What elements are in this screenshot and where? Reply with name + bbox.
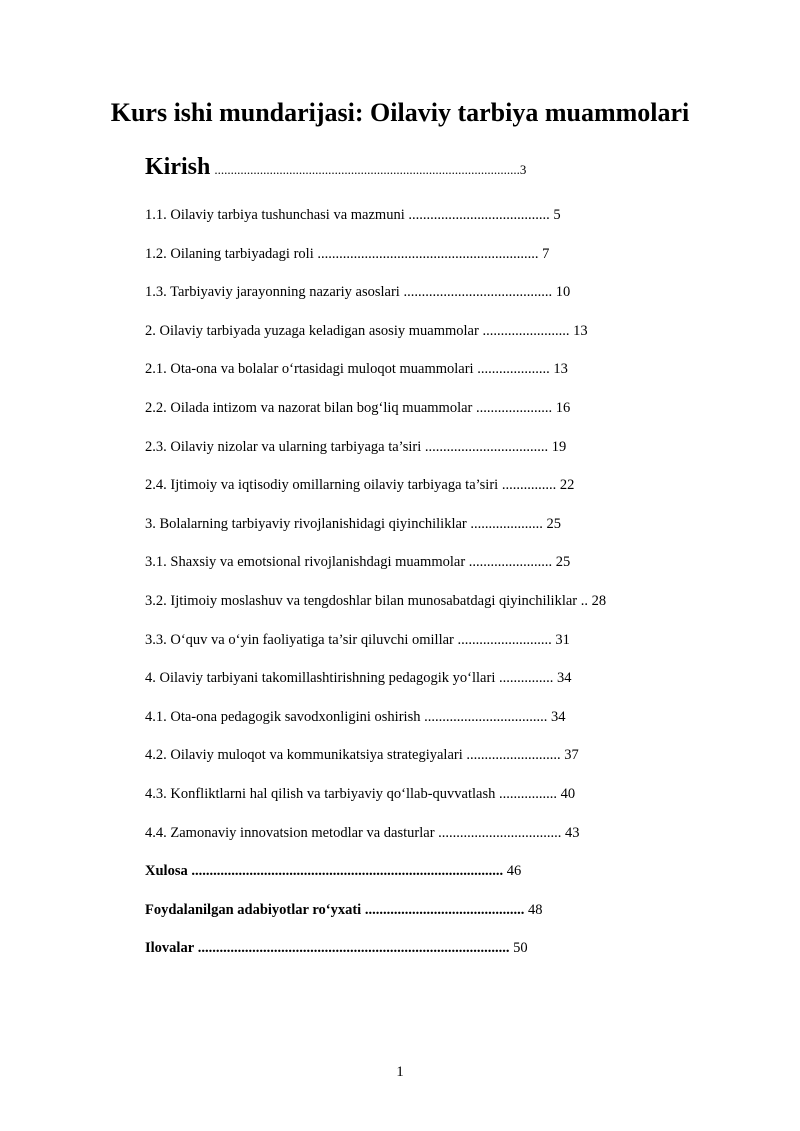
toc-page-number: 13 (553, 361, 568, 377)
toc-entry-label: 2.4. Ijtimoiy va iqtisodiy omillarning oilaviy tarbiyaga ta’siri (145, 477, 499, 493)
toc-entry-label: 3. Bolalarning tarbiyaviy rivojlanishidagi qiyinchiliklar (145, 516, 467, 532)
toc-dot-leader: ..................... (476, 400, 553, 416)
toc-entry (145, 244, 549, 264)
toc-page-number: 16 (555, 400, 571, 416)
toc-entry (145, 282, 570, 302)
toc-dot-leader: ...................................................................................... (191, 863, 504, 879)
toc-dot-leader: .. (580, 593, 588, 609)
toc-entry (145, 938, 528, 958)
toc-dot-leader: .............................................................................................. (214, 162, 520, 177)
toc-entry (145, 514, 561, 534)
toc-entry-label: Xulosa (145, 863, 188, 879)
toc-page-number: 10 (555, 284, 571, 300)
toc-dot-leader: ........................ (482, 323, 570, 339)
toc-dot-leader: .......................... (466, 747, 561, 763)
toc-page-number: 31 (555, 632, 570, 648)
toc-entry (145, 475, 574, 495)
toc-page-number: 43 (565, 825, 580, 841)
toc-entry-label: 3.2. Ijtimoiy moslashuv va tengdoshlar bilan munosabatdagi qiyinchiliklar (145, 593, 578, 609)
toc-page-number: 3 (519, 162, 527, 177)
toc-entry-label: 4.1. Ota-ona pedagogik savodxonligini oshirish (145, 709, 421, 725)
toc-entry-label: 4.4. Zamonaviy innovatsion metodlar va dasturlar (145, 825, 435, 841)
toc-entry (145, 823, 580, 843)
toc-entry (145, 205, 561, 225)
toc-dot-leader: ......................................... (403, 284, 553, 300)
toc-entry (145, 359, 568, 379)
toc-dot-leader: .................................. (438, 825, 562, 841)
toc-entry (145, 321, 588, 341)
toc-entry-label: 1.2. Oilaning tarbiyadagi roli (145, 246, 314, 262)
toc-entry-label: Ilovalar (145, 940, 195, 956)
toc-page-number: 5 (553, 207, 561, 223)
toc-entry-intro (145, 154, 526, 181)
toc-entry (145, 630, 570, 650)
toc-page-number: 50 (513, 940, 528, 956)
toc-entry (145, 707, 565, 727)
document-title: Kurs ishi mundarijasi: Oilaviy tarbiya muammolari (110, 98, 690, 127)
toc-dot-leader: ................ (498, 786, 557, 802)
toc-page-number: 37 (564, 747, 579, 763)
toc-page-number: 25 (546, 516, 562, 532)
toc-entry-label: 4.2. Oilaviy muloqot va kommunikatsiya strategiyalari (145, 747, 463, 763)
toc-page-number: 13 (573, 323, 588, 339)
toc-entry-label: 4.3. Konfliktlarni hal qilish va tarbiyaviy qo‘llab-quvvatlash (145, 786, 496, 802)
toc-page-number: 40 (560, 786, 576, 802)
toc-dot-leader: .................................. (424, 709, 548, 725)
toc-entry (145, 784, 575, 804)
toc-dot-leader: .................... (470, 516, 543, 532)
toc-entry (145, 437, 566, 457)
toc-entry-label: 3.3. O‘quv va o‘yin faoliyatiga ta’sir qiluvchi omillar (145, 632, 454, 648)
toc-page-number: 25 (555, 554, 571, 570)
toc-entry-label: 2.2. Oilada intizom va nazorat bilan bog‘liq muammolar (145, 400, 473, 416)
toc-entry-label: 2. Oilaviy tarbiyada yuzaga keladigan asosiy muammolar (145, 323, 479, 339)
toc-page-number: 28 (591, 593, 607, 609)
toc-dot-leader: ............................................................. (317, 246, 539, 262)
toc-dot-leader: ............... (501, 477, 557, 493)
page-number-footer: 1 (396, 1064, 404, 1080)
toc-entry (145, 398, 570, 418)
toc-dot-leader: .................................. (424, 439, 549, 455)
toc-page-number: 7 (542, 246, 550, 262)
toc-entry-label: 1.1. Oilaviy tarbiya tushunchasi va mazmuni (145, 207, 405, 223)
toc-page-number: 34 (550, 709, 566, 725)
toc-entry-label: Foydalanilgan adabiyotlar ro‘yxati (145, 902, 362, 918)
toc-entry-label: 3.1. Shaxsiy va emotsional rivojlanishdagi muammolar (145, 554, 466, 570)
toc-dot-leader: ............................................ (364, 902, 525, 918)
toc-entry-label: 2.3. Oilaviy nizolar va ularning tarbiyaga ta’siri (145, 439, 422, 455)
toc-entry (145, 552, 570, 572)
toc-entry (145, 861, 521, 881)
toc-dot-leader: ....................................... (408, 207, 550, 223)
toc-page-number: 34 (556, 670, 572, 686)
toc-dot-leader: ....................... (468, 554, 553, 570)
toc-entry-label: 4. Oilaviy tarbiyani takomillashtirishning pedagogik yo‘llari (145, 670, 496, 686)
toc-entry (145, 668, 571, 688)
toc-entry-label: 2.1. Ota-ona va bolalar o‘rtasidagi muloqot muammolari (145, 361, 474, 377)
toc-dot-leader: ...................................................................................... (197, 940, 510, 956)
toc-entry-label: Kirish (145, 154, 211, 180)
toc-entry (145, 745, 579, 765)
toc-dot-leader: ............... (498, 670, 554, 686)
toc-dot-leader: .......................... (457, 632, 552, 648)
toc-page-number: 48 (527, 902, 543, 918)
toc-entry (145, 900, 542, 920)
toc-page-number: 22 (559, 477, 575, 493)
toc-entry-label: 1.3. Tarbiyaviy jarayonning nazariy asoslari (145, 284, 400, 300)
toc-dot-leader: .................... (477, 361, 550, 377)
toc-page-number: 19 (551, 439, 567, 455)
toc-entry (145, 591, 606, 611)
toc-page-number: 46 (506, 863, 522, 879)
